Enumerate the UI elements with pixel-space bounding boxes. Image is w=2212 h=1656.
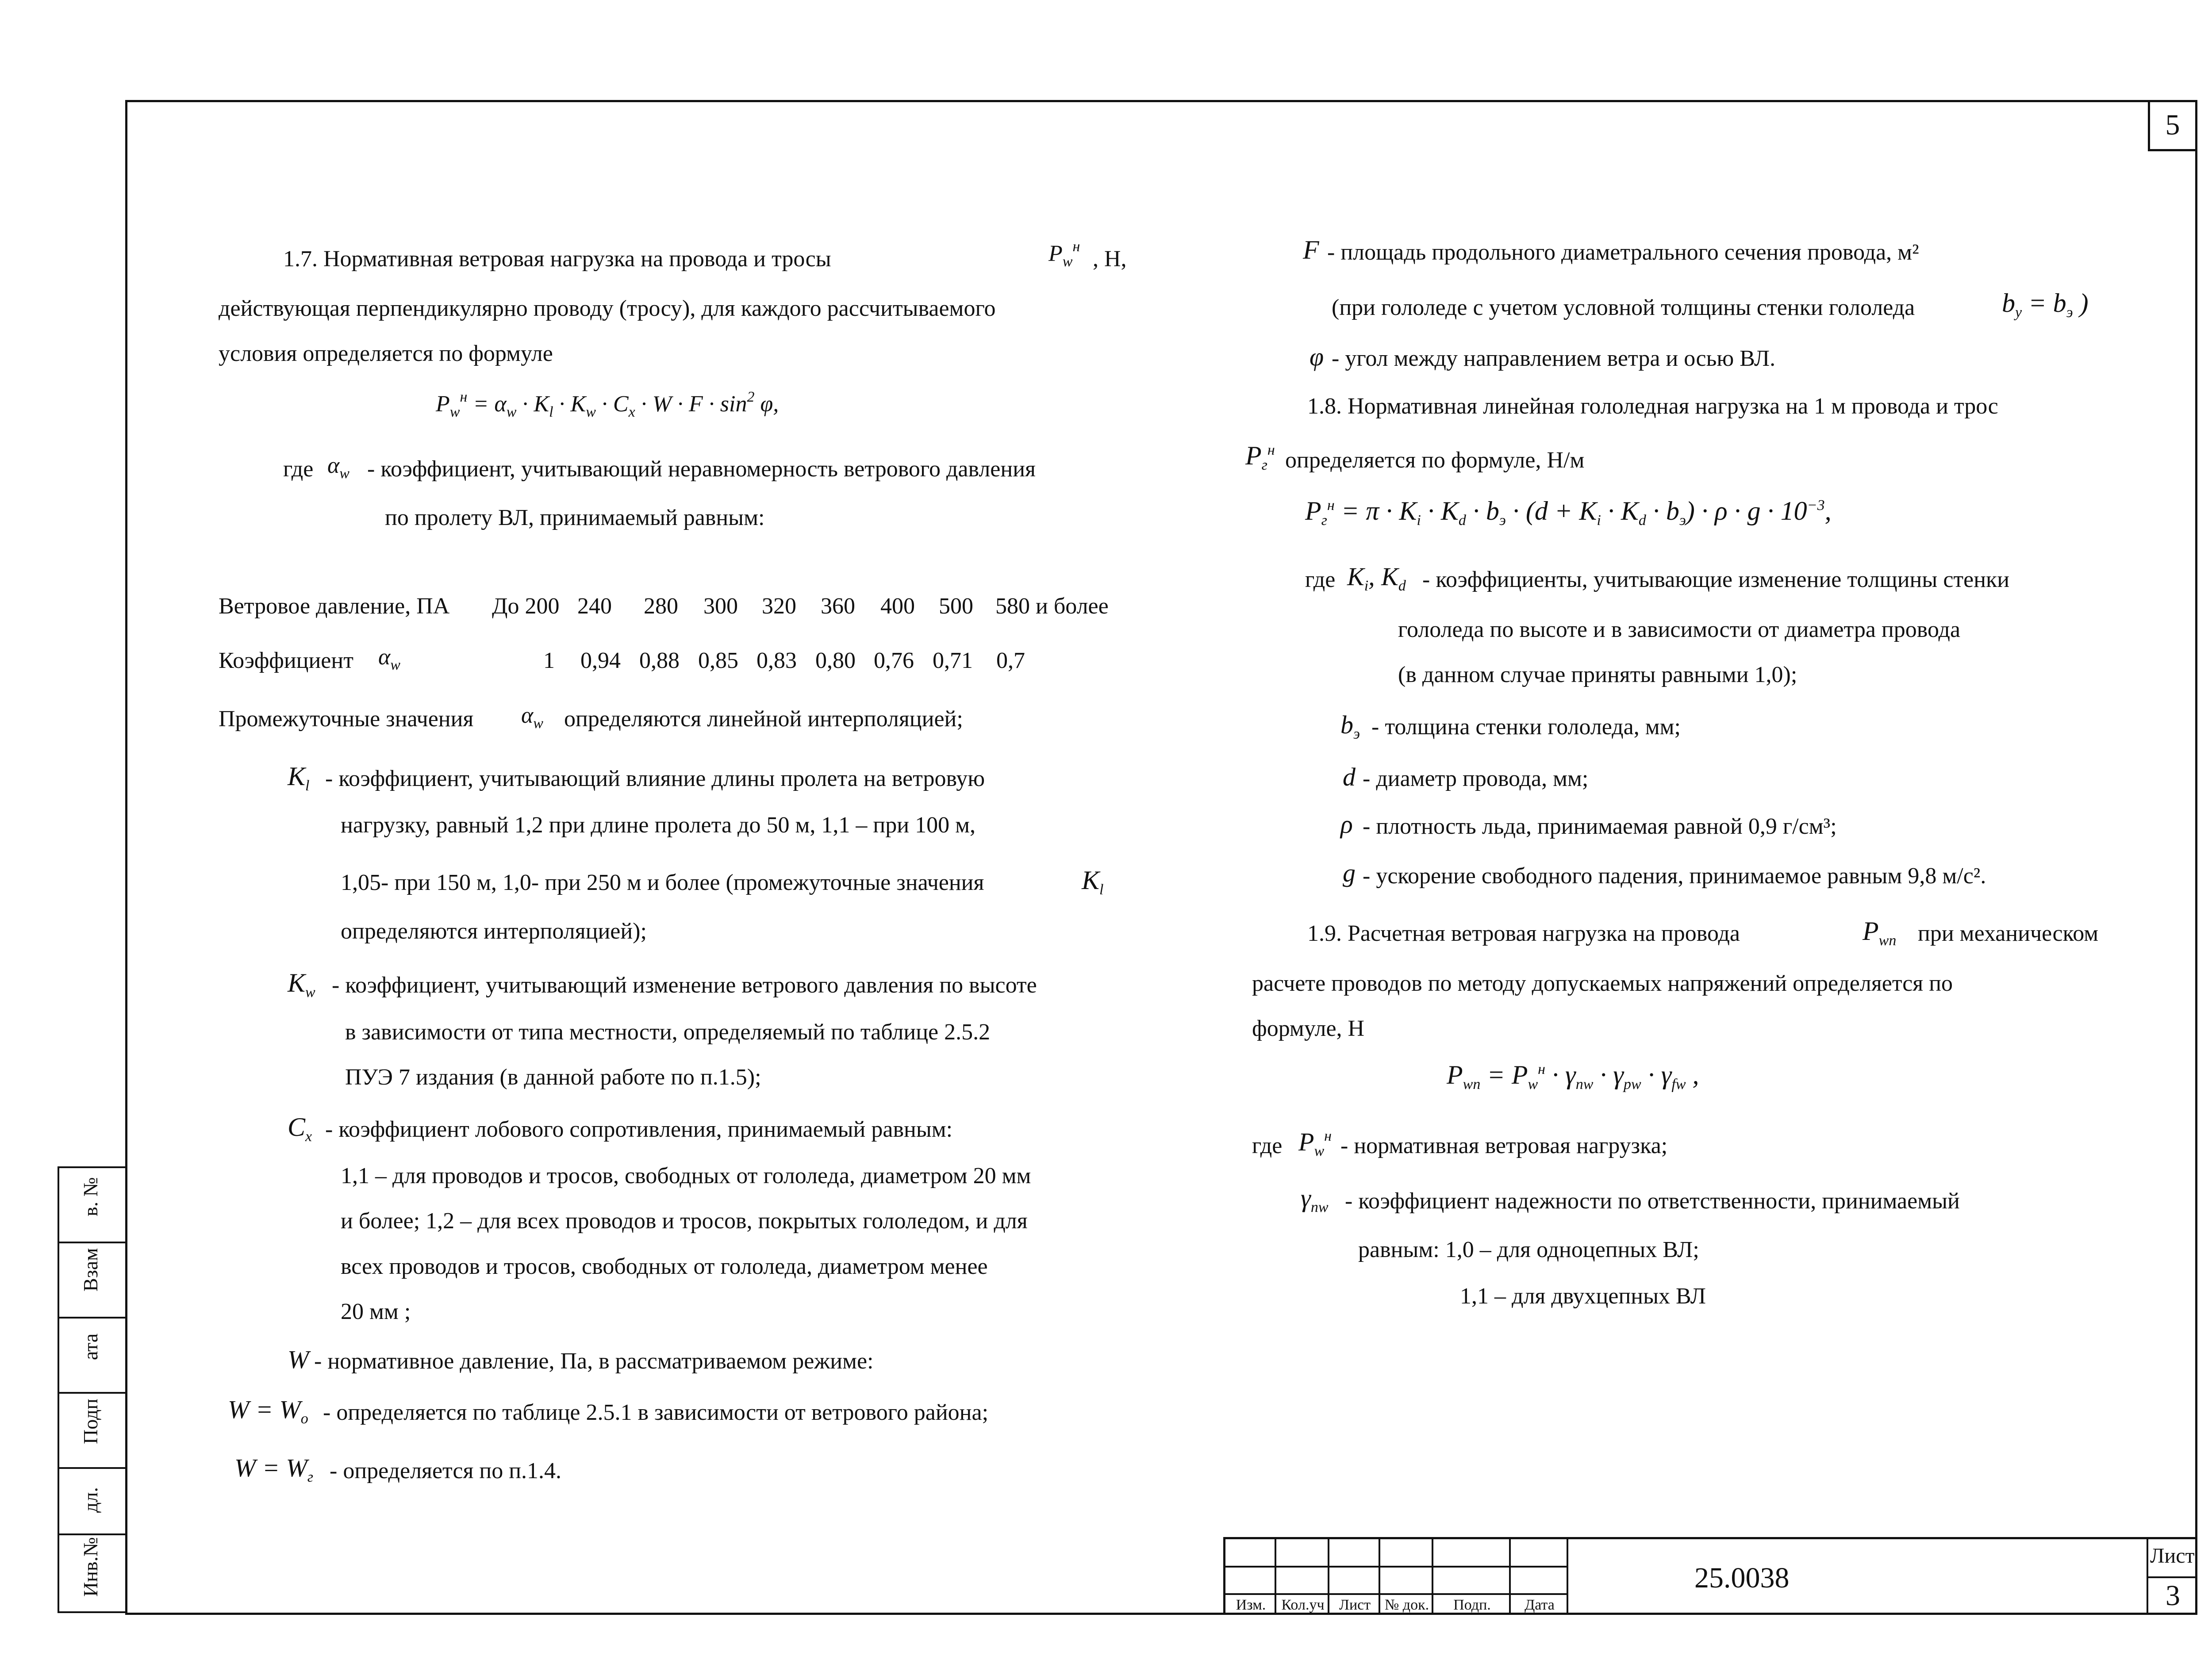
table-cell: До 200 (492, 594, 560, 619)
page-number: 5 (2148, 100, 2197, 151)
sidebar-label: дл. (79, 1487, 102, 1513)
sidebar-label: ата (79, 1333, 102, 1360)
symbol-f: F (1303, 235, 1319, 264)
sidebar-label: Взам (79, 1248, 102, 1292)
symbol-aw: $\alpha_w$ (327, 453, 349, 482)
sidebar-label: в. № (79, 1177, 102, 1216)
para-1-9: 1.9. Расчетная ветровая нагрузка на провода (1307, 921, 1740, 946)
symbol-cx: $C_x$ (288, 1112, 312, 1145)
sidebar-label: Подп (79, 1399, 102, 1444)
stamp-header: Изм. (1236, 1597, 1266, 1613)
stamp-header: Лист (1339, 1597, 1371, 1613)
table-cell: 400 (880, 594, 915, 619)
text-line: действующая перпендикулярно проводу (тросу), для каждого рассчитываемого (219, 296, 996, 321)
sheet-number: 3 (2148, 1576, 2197, 1614)
formula-pwn: $P_w^н = \alpha_w \cdot K_l \cdot K_w \cdot C_x \cdot W \cdot F \cdot \sin^2 \varphi$, (436, 389, 779, 420)
table-cell: 360 (821, 594, 855, 619)
drawing-frame (125, 100, 2197, 1615)
table-cell: 300 (703, 594, 738, 619)
symbol-phi: φ (1310, 342, 1324, 371)
symbol-pgn: $P_г^н$ (1245, 441, 1275, 473)
table-cell: 500 (939, 594, 973, 619)
text-line: условия определяется по формуле (219, 341, 553, 366)
formula-pwp: $P_{wп} = P_w^н \cdot \gamma_{nw} \cdot \gamma_{pw} \cdot \gamma_{fw}$ , (1447, 1060, 1699, 1092)
stamp-header: Кол.уч (1281, 1597, 1325, 1613)
table-cell: 0,85 (698, 648, 738, 673)
sidebar-label: Инв.№ (79, 1537, 102, 1597)
table-cell: 0,94 (580, 648, 621, 673)
table-cell: 0,88 (639, 648, 680, 673)
table-cell: Ветровое давление, ПА (219, 594, 450, 619)
table-cell: 280 (644, 594, 678, 619)
table-cell: 0,7 (996, 648, 1025, 673)
table-cell: 240 (577, 594, 612, 619)
sheet-box (2147, 1539, 2197, 1615)
stamp-header: Подп. (1453, 1597, 1491, 1613)
symbol-kw: $K_w$ (288, 968, 315, 1000)
table-cell: 0,71 (933, 648, 973, 673)
table-cell: 0,83 (757, 648, 797, 673)
table-cell: Коэффициент (219, 648, 353, 673)
sheet-label: Лист (2150, 1544, 2195, 1568)
stamp-header: Дата (1525, 1597, 1555, 1613)
table-cell: 1 (543, 648, 555, 673)
table-cell: 320 (762, 594, 796, 619)
para-1-7: 1.7. Нормативная ветровая нагрузка на провода и тросы (283, 246, 831, 272)
document-code: 25.0038 (1694, 1562, 1790, 1594)
symbol-pwn: $P_w^н$ (1048, 238, 1080, 270)
symbol-kl: $K_l$ (288, 762, 310, 794)
formula-pg: $P_г^н = \pi \cdot K_i \cdot K_d \cdot b_э \cdot (d + K_i \cdot K_d \cdot b_э) \cdot \rho \cdot g \cdot 10^{-3}$, (1305, 496, 1832, 529)
table-cell: 0,80 (815, 648, 856, 673)
stamp-header: № док. (1384, 1597, 1429, 1613)
table-cell: 580 и более (995, 594, 1109, 619)
symbol-w: W (288, 1345, 309, 1374)
table-cell: 0,76 (874, 648, 914, 673)
para-1-8: 1.8. Нормативная линейная гололедная нагрузка на 1 м провода и трос (1307, 394, 1998, 419)
title-block (1223, 1537, 2197, 1615)
